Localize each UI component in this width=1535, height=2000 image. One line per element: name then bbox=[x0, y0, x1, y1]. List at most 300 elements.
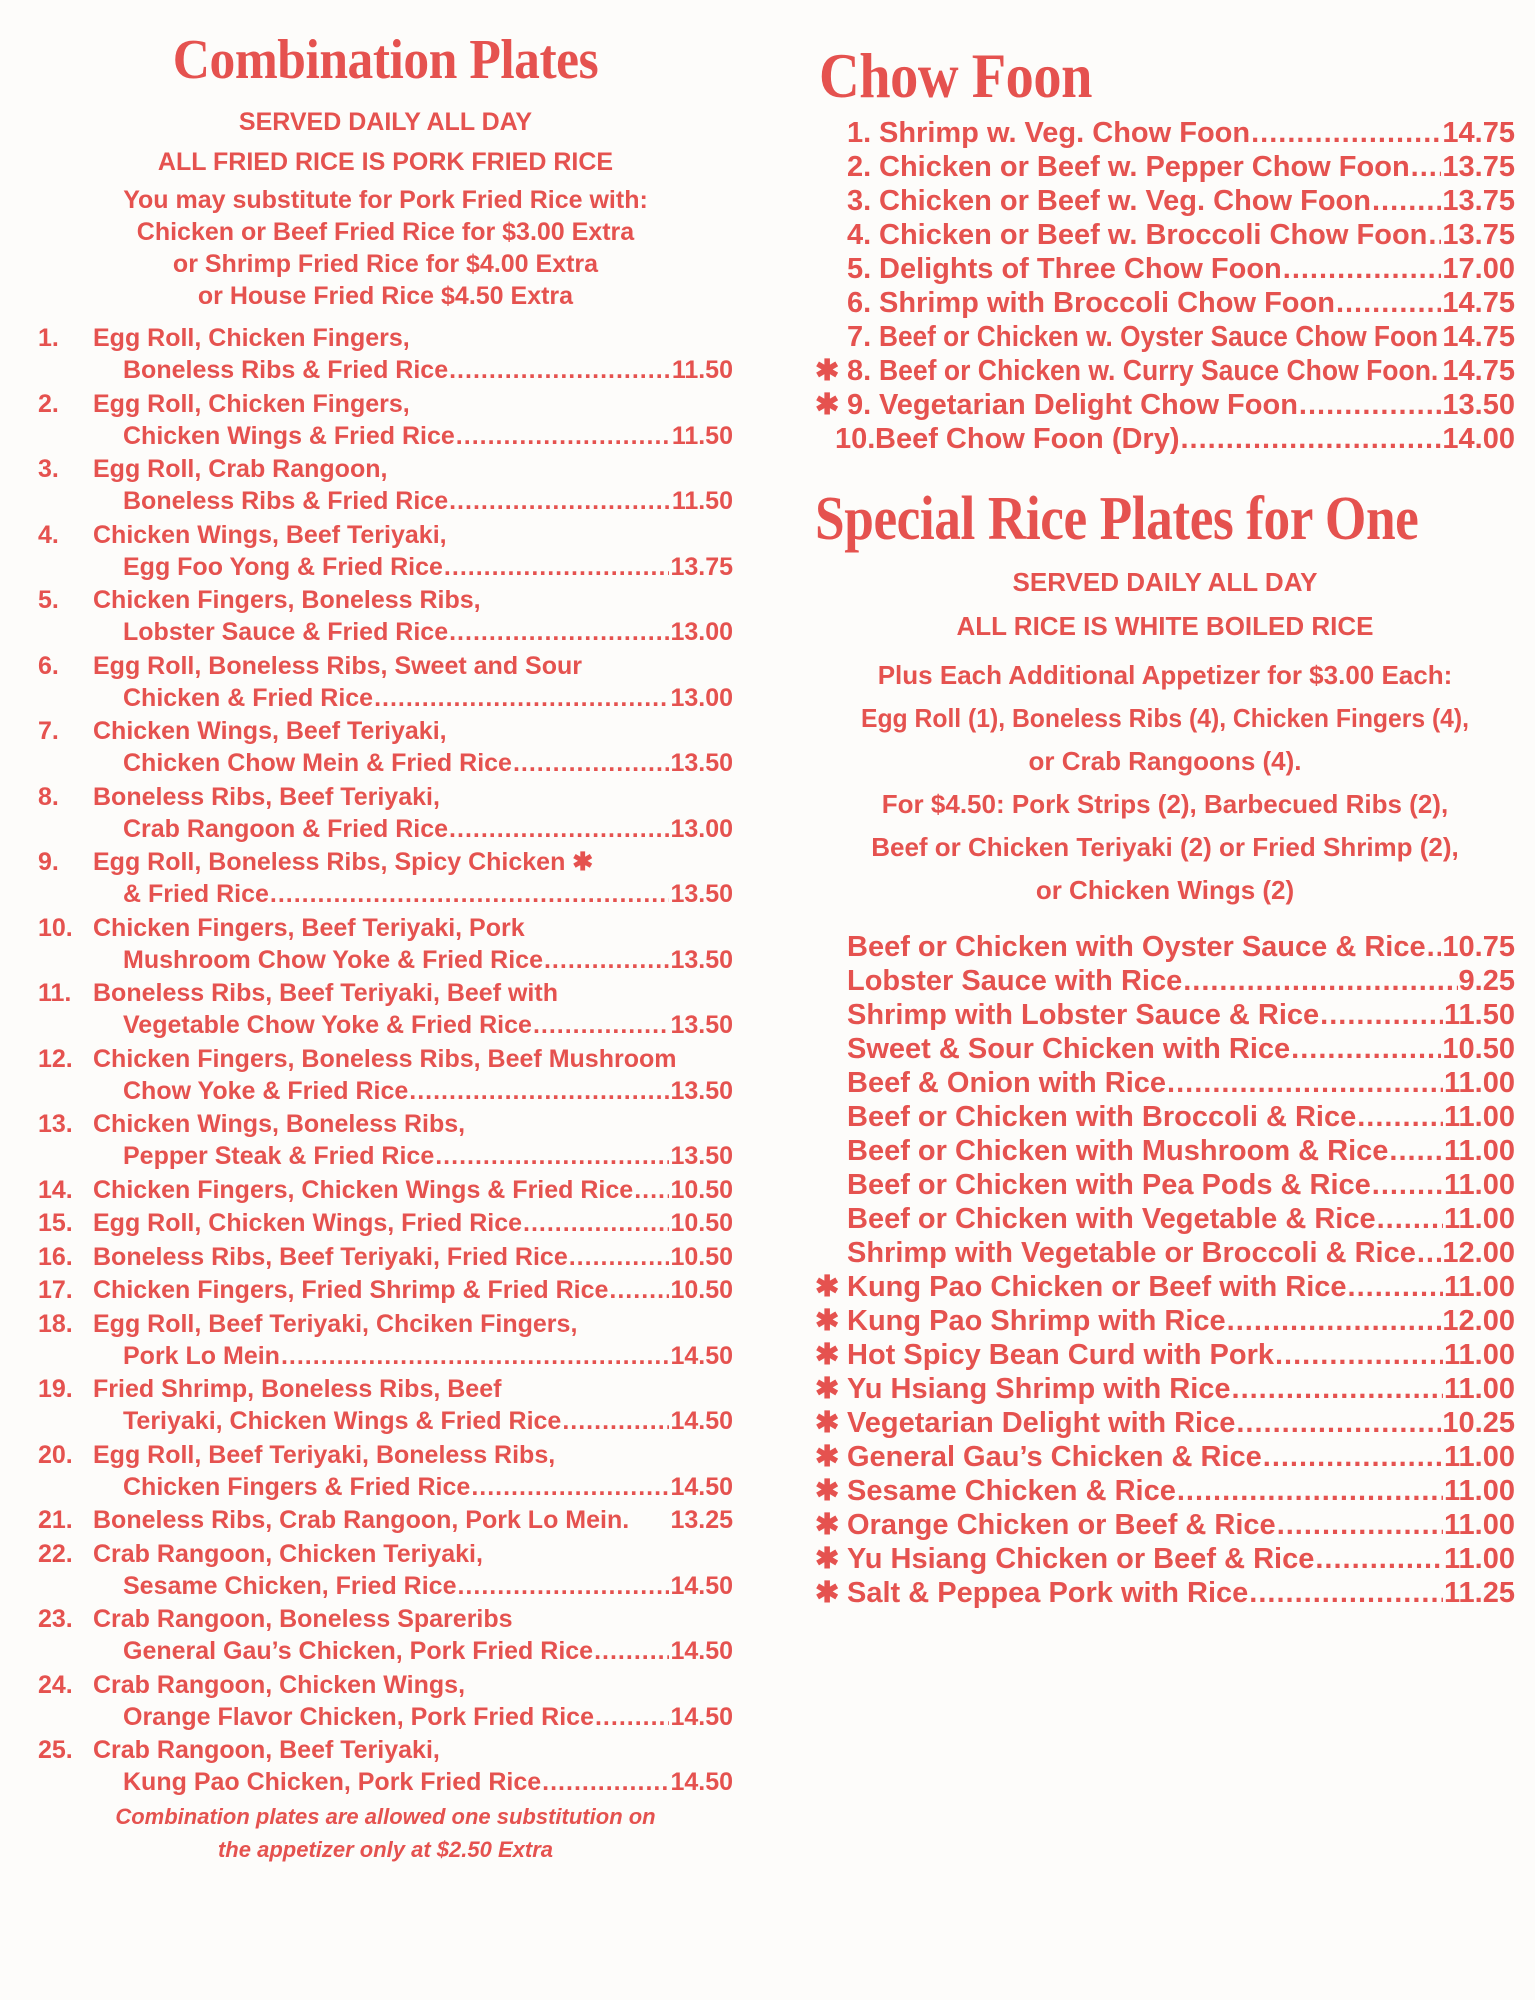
item-line bbox=[93, 1405, 733, 1437]
leader-dots bbox=[270, 878, 670, 910]
item-line bbox=[93, 1766, 733, 1798]
item-price: 14.50 bbox=[670, 1637, 733, 1665]
combination-item bbox=[38, 781, 733, 845]
item-line bbox=[879, 388, 1515, 422]
combination-item bbox=[38, 1207, 733, 1239]
item-number: 3. bbox=[38, 455, 59, 483]
item-price: 14.75 bbox=[1442, 117, 1515, 149]
leader-dots bbox=[1427, 930, 1442, 964]
item-price: 10.25 bbox=[1442, 1407, 1515, 1439]
item-name: Chicken Fingers, Boneless Ribs, bbox=[93, 586, 481, 614]
item-number: 6. bbox=[38, 651, 59, 680]
leader-dots bbox=[1249, 1576, 1443, 1610]
item-name: Chicken Chow Mein & Fried Rice bbox=[123, 749, 512, 777]
chow-foon-item bbox=[815, 422, 1515, 456]
chow-foon-item bbox=[815, 354, 1515, 388]
leader-dots bbox=[409, 1075, 669, 1107]
leader-dots bbox=[1372, 184, 1441, 218]
item-number: 6. bbox=[847, 287, 872, 319]
combination-item bbox=[38, 1669, 733, 1733]
item-price: 14.50 bbox=[670, 1341, 733, 1370]
item-price: 13.25 bbox=[670, 1506, 733, 1534]
item-body bbox=[93, 322, 733, 386]
item-number: 7. bbox=[38, 717, 59, 745]
item-name: Egg Foo Yong & Fried Rice bbox=[123, 552, 443, 581]
item-line bbox=[93, 1340, 733, 1372]
rice-plate-item bbox=[815, 1542, 1515, 1576]
combination-rice-note: ALL FRIED RICE IS PORK FRIED RICE bbox=[157, 148, 614, 176]
item-price: 10.50 bbox=[1442, 1033, 1515, 1065]
item-number: 10. bbox=[835, 423, 876, 455]
rice-plate-item bbox=[815, 1304, 1515, 1338]
item-name: Crab Rangoon & Fried Rice bbox=[123, 814, 449, 843]
leader-dots bbox=[449, 813, 669, 845]
leader-dots bbox=[1263, 1440, 1443, 1474]
rice-plate-item bbox=[815, 1338, 1515, 1372]
combination-item bbox=[38, 1603, 733, 1667]
leader-dots bbox=[595, 1701, 669, 1733]
rice-plate-item bbox=[815, 1576, 1515, 1610]
combination-item bbox=[38, 650, 733, 714]
leader-dots bbox=[1283, 252, 1442, 286]
item-number: 15. bbox=[38, 1209, 73, 1237]
combination-item bbox=[38, 1439, 733, 1503]
item-price: 11.00 bbox=[1444, 1339, 1515, 1371]
leader-dots bbox=[1315, 1542, 1443, 1576]
leader-dots bbox=[1251, 116, 1441, 150]
item-line bbox=[93, 1471, 733, 1503]
item-line bbox=[93, 584, 733, 616]
item-line bbox=[93, 1538, 733, 1570]
item-line bbox=[93, 420, 733, 452]
item-number: 20. bbox=[38, 1440, 73, 1469]
item-line bbox=[93, 485, 733, 517]
item-number: 2. bbox=[847, 151, 872, 183]
item-line bbox=[847, 964, 1515, 998]
item-name: Egg Roll, Chicken Fingers, bbox=[93, 324, 410, 352]
item-name: Chicken Fingers, Chicken Wings & Fried Rice bbox=[93, 1175, 634, 1204]
leader-dots bbox=[562, 1405, 669, 1437]
item-line bbox=[93, 1439, 733, 1471]
spicy-star-icon: ✱ bbox=[815, 1339, 840, 1371]
item-name: Beef or Chicken w. Curry Sauce Chow Foon. bbox=[879, 355, 1439, 387]
combination-item bbox=[38, 1043, 733, 1107]
appetizer-line: or Chicken Wings (2) bbox=[1035, 875, 1295, 905]
item-name: Vegetarian Delight Chow Foon bbox=[879, 389, 1298, 421]
leader-dots bbox=[1177, 1474, 1443, 1508]
item-number: 21. bbox=[38, 1506, 73, 1534]
item-name: Boneless Ribs, Beef Teriyaki, Fried Rice bbox=[93, 1242, 568, 1271]
leader-dots bbox=[1357, 1100, 1443, 1134]
item-line bbox=[93, 1241, 733, 1273]
item-line bbox=[93, 1274, 733, 1306]
item-body bbox=[93, 584, 733, 648]
item-price: 11.00 bbox=[1444, 1509, 1515, 1541]
item-price: 13.50 bbox=[670, 1011, 733, 1039]
item-price: 11.00 bbox=[1444, 1067, 1515, 1099]
item-body bbox=[93, 781, 733, 845]
item-line bbox=[93, 977, 733, 1009]
rice-plate-item bbox=[815, 998, 1515, 1032]
item-line bbox=[847, 1576, 1515, 1610]
item-price: 13.75 bbox=[1442, 219, 1515, 251]
item-line bbox=[847, 1236, 1515, 1270]
item-line bbox=[875, 422, 1515, 456]
item-line bbox=[93, 715, 733, 747]
item-name: Crab Rangoon, Chicken Wings, bbox=[93, 1670, 466, 1699]
combination-footnote bbox=[38, 1800, 733, 1866]
item-name: Chicken Fingers, Beef Teriyaki, Pork bbox=[93, 913, 525, 942]
combination-title: Combination Plates bbox=[172, 29, 599, 91]
leader-dots bbox=[1428, 218, 1441, 252]
item-price: 10.50 bbox=[670, 1175, 733, 1204]
item-number: 9. bbox=[38, 848, 59, 876]
leader-dots bbox=[544, 944, 669, 976]
appetizer-line: Plus Each Additional Appetizer for $3.00 Each: bbox=[877, 660, 1453, 690]
item-name: & Fried Rice bbox=[123, 880, 269, 908]
item-line bbox=[879, 150, 1515, 184]
item-line bbox=[93, 1635, 733, 1667]
item-name: Sesame Chicken & Rice bbox=[847, 1475, 1176, 1507]
combination-item bbox=[38, 1108, 733, 1172]
appetizer-block bbox=[815, 654, 1515, 912]
item-body bbox=[93, 1274, 733, 1306]
item-name: Orange Chicken or Beef & Rice bbox=[847, 1509, 1276, 1541]
chow-foon-item bbox=[815, 184, 1515, 218]
leader-dots bbox=[1417, 1236, 1442, 1270]
leader-dots bbox=[457, 1570, 669, 1602]
item-name: Vegetarian Delight with Rice bbox=[847, 1407, 1236, 1439]
rice-plates-list bbox=[815, 930, 1515, 1610]
item-line bbox=[93, 878, 733, 910]
leader-dots bbox=[523, 1207, 669, 1239]
rice-served: SERVED DAILY ALL DAY bbox=[1012, 567, 1318, 597]
item-number: 25. bbox=[38, 1736, 73, 1764]
item-name: Boneless Ribs, Beef Teriyaki, Beef with bbox=[93, 979, 558, 1007]
appetizer-line: or Crab Rangoons (4). bbox=[1028, 746, 1302, 776]
item-name: Kung Pao Chicken, Pork Fried Rice bbox=[123, 1768, 542, 1796]
chow-foon-item bbox=[815, 286, 1515, 320]
item-line bbox=[847, 998, 1515, 1032]
item-price: 14.75 bbox=[1442, 321, 1515, 353]
item-name: Egg Roll, Boneless Ribs, Sweet and Sour bbox=[93, 651, 582, 680]
leader-dots bbox=[513, 747, 669, 779]
footnote-line: Combination plates are allowed one substitution on bbox=[115, 1804, 656, 1829]
leader-dots bbox=[1275, 1338, 1443, 1372]
item-name: Chicken Wings, Beef Teriyaki, bbox=[93, 717, 447, 745]
item-line bbox=[93, 388, 733, 420]
item-number: 18. bbox=[38, 1309, 73, 1338]
item-price: 12.00 bbox=[1442, 1305, 1515, 1337]
item-price: 14.50 bbox=[670, 1768, 733, 1796]
item-name: Kung Pao Chicken or Beef with Rice bbox=[847, 1271, 1347, 1303]
item-price: 13.50 bbox=[670, 1076, 733, 1105]
item-name: Pepper Steak & Fried Rice bbox=[123, 1142, 435, 1170]
item-price: 10.50 bbox=[670, 1276, 733, 1304]
item-name: General Gau’s Chicken, Pork Fried Rice bbox=[123, 1637, 594, 1665]
item-line bbox=[847, 1270, 1515, 1304]
rice-plate-item bbox=[815, 1168, 1515, 1202]
item-body bbox=[93, 1043, 733, 1107]
item-name: Beef or Chicken w. Oyster Sauce Chow Foon bbox=[879, 321, 1439, 353]
item-name: Beef or Chicken with Vegetable & Rice bbox=[847, 1203, 1376, 1235]
item-body bbox=[93, 519, 733, 583]
item-line bbox=[847, 1440, 1515, 1474]
combination-item bbox=[38, 388, 733, 452]
leader-dots bbox=[1291, 1032, 1441, 1066]
item-name: Chicken or Beef w. Pepper Chow Foon bbox=[879, 151, 1410, 183]
spicy-star-icon: ✱ bbox=[815, 1543, 840, 1575]
leader-dots bbox=[471, 1471, 669, 1503]
leader-dots bbox=[1181, 422, 1442, 456]
item-name: Lobster Sauce & Fried Rice bbox=[123, 618, 449, 646]
spicy-star-icon: ✱ bbox=[815, 1407, 840, 1439]
item-line bbox=[93, 616, 733, 648]
item-line bbox=[93, 1669, 733, 1701]
leader-dots bbox=[542, 1766, 669, 1798]
item-name: Egg Roll, Beef Teriyaki, Chciken Fingers, bbox=[93, 1309, 578, 1338]
item-number: 24. bbox=[38, 1670, 73, 1699]
chow-foon-item bbox=[815, 218, 1515, 252]
item-line bbox=[847, 1338, 1515, 1372]
item-number: 11. bbox=[38, 979, 72, 1007]
item-number: 1. bbox=[38, 324, 59, 352]
rice-plate-item bbox=[815, 930, 1515, 964]
item-number: 7. bbox=[847, 321, 872, 353]
item-number: 17. bbox=[38, 1276, 73, 1304]
item-line bbox=[93, 1207, 733, 1239]
rice-plate-item bbox=[815, 1508, 1515, 1542]
item-line bbox=[93, 1603, 733, 1635]
spicy-star-icon: ✱ bbox=[815, 1373, 840, 1405]
leader-dots bbox=[1183, 964, 1457, 998]
item-body bbox=[93, 912, 733, 976]
item-number: 4. bbox=[38, 520, 59, 549]
rice-note: ALL RICE IS WHITE BOILED RICE bbox=[956, 611, 1374, 641]
item-line bbox=[879, 320, 1515, 354]
item-price: 11.00 bbox=[1444, 1169, 1515, 1201]
leader-dots bbox=[533, 1009, 670, 1041]
item-body bbox=[93, 1308, 733, 1372]
rice-plate-item bbox=[815, 1372, 1515, 1406]
spicy-star-icon: ✱ bbox=[815, 355, 840, 387]
item-name: Shrimp with Lobster Sauce & Rice bbox=[847, 999, 1320, 1031]
spicy-star-icon: ✱ bbox=[815, 1475, 840, 1507]
item-price: 11.25 bbox=[1444, 1577, 1515, 1609]
item-price: 13.50 bbox=[670, 1142, 733, 1170]
combination-item bbox=[38, 1504, 733, 1536]
rice-plate-item bbox=[815, 1406, 1515, 1440]
leader-dots bbox=[1227, 1304, 1442, 1338]
item-name: Fried Shrimp, Boneless Ribs, Beef bbox=[93, 1375, 502, 1403]
item-name: Chicken & Fried Rice bbox=[123, 683, 374, 712]
appetizer-line: Egg Roll (1), Boneless Ribs (4), Chicken Fingers (4), bbox=[861, 703, 1469, 733]
item-body bbox=[93, 846, 733, 910]
combination-item bbox=[38, 1308, 733, 1372]
item-line bbox=[879, 354, 1515, 388]
substitute-line: Chicken or Beef Fried Rice for $3.00 Extra bbox=[136, 218, 635, 246]
item-price: 17.00 bbox=[1442, 253, 1515, 285]
item-price: 11.00 bbox=[1444, 1203, 1515, 1235]
leader-dots bbox=[1411, 150, 1442, 184]
leader-dots bbox=[449, 485, 671, 517]
substitute-block bbox=[38, 184, 733, 312]
item-body bbox=[93, 1241, 733, 1273]
spicy-star-icon: ✱ bbox=[815, 1509, 840, 1541]
chow-foon-item bbox=[815, 388, 1515, 422]
item-line bbox=[93, 1009, 733, 1041]
item-price: 10.50 bbox=[670, 1209, 733, 1237]
item-name: Sesame Chicken, Fried Rice bbox=[123, 1571, 457, 1600]
item-number: 8. bbox=[38, 782, 59, 811]
item-line bbox=[847, 1474, 1515, 1508]
item-line bbox=[847, 1032, 1515, 1066]
item-name: Boneless Ribs, Crab Rangoon, Pork Lo Mein. bbox=[93, 1506, 630, 1534]
item-name: Pork Lo Mein bbox=[123, 1341, 280, 1370]
item-body bbox=[93, 1734, 733, 1798]
item-line bbox=[93, 354, 733, 386]
leader-dots bbox=[449, 354, 671, 386]
leader-dots bbox=[374, 682, 669, 714]
leader-dots bbox=[1320, 998, 1443, 1032]
item-name: Yu Hsiang Chicken or Beef & Rice bbox=[847, 1543, 1315, 1575]
item-price: 14.50 bbox=[670, 1702, 733, 1731]
leader-dots bbox=[435, 1140, 669, 1172]
item-name: Egg Roll, Boneless Ribs, Spicy Chicken ✱ bbox=[93, 848, 594, 876]
item-price: 13.50 bbox=[670, 880, 733, 908]
item-name: Hot Spicy Bean Curd with Pork bbox=[847, 1339, 1274, 1371]
leader-dots bbox=[634, 1174, 669, 1206]
item-price: 13.00 bbox=[670, 814, 733, 843]
item-line bbox=[93, 1308, 733, 1340]
item-number: 1. bbox=[847, 117, 872, 149]
chow-foon-item bbox=[815, 252, 1515, 286]
item-name: Chicken Wings, Beef Teriyaki, bbox=[93, 520, 447, 549]
rice-plate-item bbox=[815, 1100, 1515, 1134]
item-name: Boneless Ribs & Fried Rice bbox=[123, 487, 449, 515]
rice-plates-title: Special Rice Plates for One bbox=[815, 485, 1419, 553]
item-price: 11.00 bbox=[1444, 1441, 1515, 1473]
item-line bbox=[847, 1508, 1515, 1542]
rice-plate-item bbox=[815, 1270, 1515, 1304]
combination-item bbox=[38, 846, 733, 910]
item-price: 14.50 bbox=[670, 1407, 733, 1435]
leader-dots bbox=[281, 1340, 669, 1372]
item-line bbox=[93, 682, 733, 714]
substitute-line: You may substitute for Pork Fried Rice with: bbox=[123, 186, 648, 214]
item-line bbox=[93, 846, 733, 878]
combination-item bbox=[38, 453, 733, 517]
item-name: Egg Roll, Crab Rangoon, bbox=[93, 455, 388, 483]
item-number: 19. bbox=[38, 1375, 73, 1403]
chow-foon-item bbox=[815, 150, 1515, 184]
item-price: 14.50 bbox=[670, 1571, 733, 1600]
item-line bbox=[847, 1066, 1515, 1100]
item-name: Beef or Chicken with Oyster Sauce & Rice bbox=[847, 931, 1426, 963]
item-line bbox=[847, 1134, 1515, 1168]
rice-plate-item bbox=[815, 1236, 1515, 1270]
item-line bbox=[93, 551, 733, 583]
item-name: Beef Chow Foon (Dry) bbox=[875, 423, 1180, 455]
rice-plate-item bbox=[815, 964, 1515, 998]
leader-dots bbox=[1232, 1372, 1444, 1406]
combination-item bbox=[38, 322, 733, 386]
item-line bbox=[879, 286, 1515, 320]
item-line bbox=[93, 1373, 733, 1405]
item-name: Boneless Ribs & Fried Rice bbox=[123, 356, 449, 384]
combination-item bbox=[38, 977, 733, 1041]
footnote-line: the appetizer only at $2.50 Extra bbox=[217, 1837, 554, 1862]
combination-served: SERVED DAILY ALL DAY bbox=[238, 108, 533, 136]
item-price: 11.00 bbox=[1444, 1101, 1515, 1133]
item-line bbox=[847, 1100, 1515, 1134]
combination-item bbox=[38, 519, 733, 583]
item-line bbox=[847, 1406, 1515, 1440]
rice-plate-item bbox=[815, 1134, 1515, 1168]
leader-dots bbox=[1377, 1202, 1443, 1236]
item-number: 5. bbox=[38, 586, 59, 614]
item-line bbox=[93, 1108, 733, 1140]
item-number: 8. bbox=[847, 355, 872, 387]
item-line bbox=[847, 1202, 1515, 1236]
item-name: Kung Pao Shrimp with Rice bbox=[847, 1305, 1226, 1337]
item-line bbox=[93, 519, 733, 551]
item-name: Shrimp w. Veg. Chow Foon bbox=[879, 117, 1251, 149]
item-price: 11.50 bbox=[1444, 999, 1515, 1031]
item-price: 14.75 bbox=[1442, 287, 1515, 319]
item-name: Beef & Onion with Rice bbox=[847, 1067, 1167, 1099]
item-price: 13.00 bbox=[670, 683, 733, 712]
item-name: Chicken Fingers, Fried Shrimp & Fried Rice bbox=[93, 1276, 609, 1304]
item-body bbox=[93, 1174, 733, 1206]
leader-dots bbox=[1299, 388, 1442, 422]
leader-dots bbox=[1336, 286, 1441, 320]
item-name: Chicken Fingers, Boneless Ribs, Beef Mushroom bbox=[93, 1044, 677, 1073]
rice-plate-item bbox=[815, 1032, 1515, 1066]
item-price: 14.75 bbox=[1442, 355, 1515, 387]
item-line bbox=[879, 184, 1515, 218]
item-name: Chow Yoke & Fried Rice bbox=[123, 1076, 409, 1105]
item-number: 14. bbox=[38, 1175, 73, 1204]
item-name: Delights of Three Chow Foon bbox=[879, 253, 1282, 285]
right-column bbox=[815, 0, 1515, 1610]
item-name: Beef or Chicken with Broccoli & Rice bbox=[847, 1101, 1357, 1133]
item-line bbox=[847, 1168, 1515, 1202]
item-body bbox=[93, 1504, 733, 1536]
item-name: Chicken Wings & Fried Rice bbox=[123, 421, 455, 450]
item-price: 13.50 bbox=[670, 945, 733, 974]
chow-foon-item bbox=[815, 116, 1515, 150]
spicy-star-icon: ✱ bbox=[815, 1577, 840, 1609]
item-price: 11.00 bbox=[1444, 1271, 1515, 1303]
item-line bbox=[93, 813, 733, 845]
item-name: Lobster Sauce with Rice bbox=[847, 965, 1183, 997]
item-name: Egg Roll, Beef Teriyaki, Boneless Ribs, bbox=[93, 1440, 556, 1469]
item-body bbox=[93, 1538, 733, 1602]
spicy-star-icon: ✱ bbox=[815, 389, 840, 421]
item-name: Yu Hsiang Shrimp with Rice bbox=[847, 1373, 1231, 1405]
item-number: 22. bbox=[38, 1539, 73, 1568]
item-name: Vegetable Chow Yoke & Fried Rice bbox=[123, 1011, 532, 1039]
item-price: 13.75 bbox=[1442, 185, 1515, 217]
item-name: Boneless Ribs, Beef Teriyaki, bbox=[93, 782, 440, 811]
combination-list bbox=[38, 322, 733, 1798]
item-body bbox=[93, 977, 733, 1041]
item-name: Shrimp with Broccoli Chow Foon bbox=[879, 287, 1335, 319]
item-line bbox=[93, 944, 733, 976]
item-line bbox=[93, 650, 733, 682]
rice-plate-item bbox=[815, 1440, 1515, 1474]
